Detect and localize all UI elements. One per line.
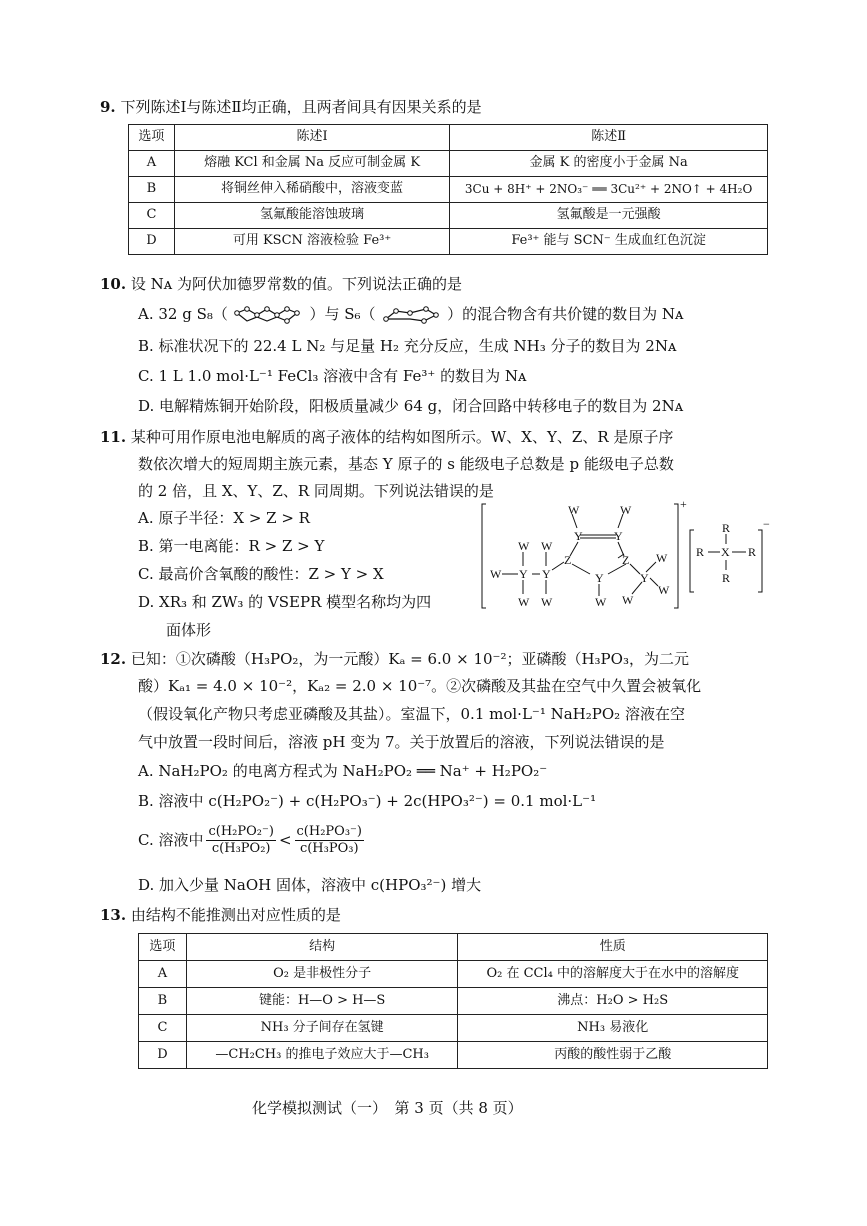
atom-w: W [518, 539, 530, 553]
q9-header-statement1: 陈述Ⅰ [174, 125, 449, 151]
q13-row-d-property: 丙酸的酸性弱于乙酸 [458, 1042, 768, 1069]
q13-row-c-structure: NH₃ 分子间存在氢键 [186, 1015, 458, 1042]
q9-row-a-s1: 熔融 KCl 和金属 Na 反应可制金属 K [174, 151, 449, 177]
q12-line4: 气中放置一段时间后，溶液 pH 变为 7。关于放置后的溶液，下列说法错误的是 [138, 733, 665, 751]
atom-x: X [721, 545, 730, 559]
atom-w: W [656, 551, 668, 565]
table-row [139, 1015, 768, 1042]
atom-y: Y [542, 567, 551, 581]
q9-row-b-s1: 将铜丝伸入稀硝酸中，溶液变蓝 [174, 177, 449, 203]
q10-a-post: ）的混合物含有共价键的数目为 Nᴀ [447, 305, 684, 323]
q12-option-c [138, 824, 367, 858]
q12-option-a: A. NaH₂PO₂ 的电离方程式为 NaH₂PO₂ ══ Na⁺ + H₂PO₂⁻ [138, 762, 548, 780]
atom-w: W [620, 503, 632, 517]
q11-option-d-cont: 面体形 [166, 621, 212, 639]
atom-r: R [696, 545, 705, 559]
q11-option-b: B. 第一电离能：R > Z > Y [138, 537, 325, 555]
q9-header-option: 选项 [129, 125, 175, 151]
q13-row-c-property: NH₃ 易液化 [458, 1015, 768, 1042]
q13-row-b-option: B [139, 988, 187, 1015]
q10-option-c: C. 1 L 1.0 mol·L⁻¹ FeCl₃ 溶液中含有 Fe³⁺ 的数目为 Nᴀ [138, 367, 527, 385]
q10-stem: 设 Nᴀ 为阿伏加德罗常数的值。下列说法正确的是 [130, 275, 463, 293]
structure-labels [490, 500, 770, 609]
q11-option-a: A. 原子半径：X > Z > R [138, 509, 310, 527]
table-row [129, 229, 768, 255]
q10-a-mid: ）与 S₆（ [309, 305, 376, 323]
q9-row-d-s2: Fe³⁺ 能与 SCN⁻ 生成血红色沉淀 [450, 229, 768, 255]
table-row [139, 1042, 768, 1069]
q9-row-a-s2: 金属 K 的密度小于金属 Na [450, 151, 768, 177]
q10-option-b: B. 标准状况下的 22.4 L N₂ 与足量 H₂ 充分反应，生成 NH₃ 分子的数目为 2Nᴀ [138, 337, 677, 355]
fraction-2-num: c(H₂PO₃⁻) [295, 824, 364, 841]
q13-stem-line [100, 906, 341, 925]
q10-stem-line [100, 275, 462, 294]
q13-row-a-property: O₂ 在 CCl₄ 中的溶解度大于在水中的溶解度 [458, 961, 768, 988]
q9-number: 9. [100, 98, 116, 116]
q13-row-d-option: D [139, 1042, 187, 1069]
q10-option-d: D. 电解精炼铜开始阶段，阳极质量减少 64 g，闭合回路中转移电子的数目为 2Nᴀ [138, 397, 684, 415]
atom-w: W [541, 595, 553, 609]
q12-number: 12. [100, 650, 127, 668]
q13-table [138, 933, 768, 1069]
q11-line1-text: 某种可用作原电池电解质的离子液体的结构如图所示。W、X、Y、Z、R 是原子序 [130, 428, 674, 446]
q10-option-a [138, 305, 683, 325]
q12-line3: （假设氧化产物只考虑亚磷酸及其盐）。室温下，0.1 mol·L⁻¹ NaH₂PO₂ 溶液在空 [138, 705, 685, 723]
q9-row-d-option: D [129, 229, 175, 255]
q9-row-c-s2: 氢氟酸是一元强酸 [450, 203, 768, 229]
table-row [139, 961, 768, 988]
q13-header-option: 选项 [139, 934, 187, 961]
fraction-1 [206, 824, 275, 858]
atom-w: W [658, 583, 670, 597]
q9-row-c-s1: 氢氟酸能溶蚀玻璃 [174, 203, 449, 229]
q11-option-c: C. 最高价含氧酸的酸性：Z > Y > X [138, 565, 384, 583]
q9-row-d-s1: 可用 KSCN 溶液检验 Fe³⁺ [174, 229, 449, 255]
atom-z: Z [622, 553, 630, 567]
q13-stem: 由结构不能推测出对应性质的是 [130, 906, 341, 924]
anion-charge: − [763, 517, 770, 531]
q13-header-property: 性质 [458, 934, 768, 961]
atom-y: Y [614, 529, 623, 543]
atom-w: W [568, 503, 580, 517]
table-row [129, 203, 768, 229]
atom-y: Y [519, 567, 528, 581]
q11-line1 [100, 428, 673, 447]
q9-header-statement2: 陈述Ⅱ [450, 125, 768, 151]
q12-option-d: D. 加入少量 NaOH 固体，溶液中 c(HPO₃²⁻) 增大 [138, 876, 482, 894]
atom-y: Y [595, 571, 604, 585]
atom-w: W [541, 539, 553, 553]
atom-z: Z [564, 553, 572, 567]
atom-y: Y [640, 571, 649, 585]
q9-table-header [129, 125, 768, 151]
q11-line3: 的 2 倍，且 X、Y、Z、R 同周期。下列说法错误的是 [138, 482, 494, 500]
atom-y: Y [574, 529, 583, 543]
q12-c-pre: C. 溶液中 [138, 831, 204, 850]
ionic-liquid-structure [480, 500, 770, 612]
q12-line1-text: 已知：①次磷酸（H₃PO₂，为一元酸）Kₐ = 6.0 × 10⁻²；亚磷酸（H₃PO₃，为二元 [130, 650, 689, 668]
atom-r: R [722, 571, 731, 585]
q9-row-c-option: C [129, 203, 175, 229]
page-footer: 化学模拟测试（一） 第 3 页（共 8 页） [252, 1099, 523, 1117]
q9-table [128, 124, 768, 255]
table-row [139, 988, 768, 1015]
q12-line2: 酸）Kₐ₁ = 4.0 × 10⁻²，Kₐ₂ = 2.0 × 10⁻⁷。②次磷酸及其盐在空气中久置会被氧化 [138, 677, 702, 695]
q9-row-b-s2: 3Cu + 8H⁺ + 2NO₃⁻ ══ 3Cu²⁺ + 2NO↑ + 4H₂O [450, 177, 768, 203]
q13-row-b-structure: 键能：H—O > H—S [186, 988, 458, 1015]
q10-number: 10. [100, 275, 127, 293]
atom-r: R [722, 521, 731, 535]
q12-option-b: B. 溶液中 c(H₂PO₂⁻) + c(H₂PO₃⁻) + 2c(HPO₃²⁻) = 0.1 mol·L⁻¹ [138, 792, 597, 810]
cation-charge: + [680, 500, 687, 511]
q9-row-a-option: A [129, 151, 175, 177]
atom-w: W [490, 567, 502, 581]
q11-line2: 数依次增大的短周期主族元素，基态 Y 原子的 s 能级电子总数是 p 能级电子总数 [138, 455, 674, 473]
q13-row-d-structure: —CH₂CH₃ 的推电子效应大于—CH₃ [186, 1042, 458, 1069]
q13-header-structure: 结构 [186, 934, 458, 961]
q13-row-a-option: A [139, 961, 187, 988]
fraction-2-den: c(H₃PO₃) [299, 841, 359, 857]
s6-ring-icon [380, 305, 442, 325]
s8-ring-icon [233, 305, 305, 325]
q9-row-b-option: B [129, 177, 175, 203]
fraction-1-num: c(H₂PO₂⁻) [206, 824, 275, 841]
q11-option-d: D. XR₃ 和 ZW₃ 的 VSEPR 模型名称均为四 [138, 593, 432, 611]
table-row [129, 151, 768, 177]
q12-c-op: < [278, 831, 292, 850]
q11-number: 11. [100, 428, 127, 446]
q9-stem: 下列陈述Ⅰ与陈述Ⅱ均正确，且两者间具有因果关系的是 [120, 98, 482, 116]
table-row [129, 177, 768, 203]
q13-row-a-structure: O₂ 是非极性分子 [186, 961, 458, 988]
atom-r: R [748, 545, 757, 559]
fraction-1-den: c(H₃PO₂) [211, 841, 271, 857]
q13-row-b-property: 沸点：H₂O > H₂S [458, 988, 768, 1015]
atom-w: W [622, 593, 634, 607]
atom-w: W [595, 595, 607, 609]
q9-stem-line [100, 98, 482, 117]
atom-w: W [518, 595, 530, 609]
fraction-2 [295, 824, 364, 858]
q10-a-pre: A. 32 g S₈（ [138, 305, 228, 323]
q13-number: 13. [100, 906, 127, 924]
q12-line1 [100, 650, 689, 669]
q13-table-header [139, 934, 768, 961]
q13-row-c-option: C [139, 1015, 187, 1042]
